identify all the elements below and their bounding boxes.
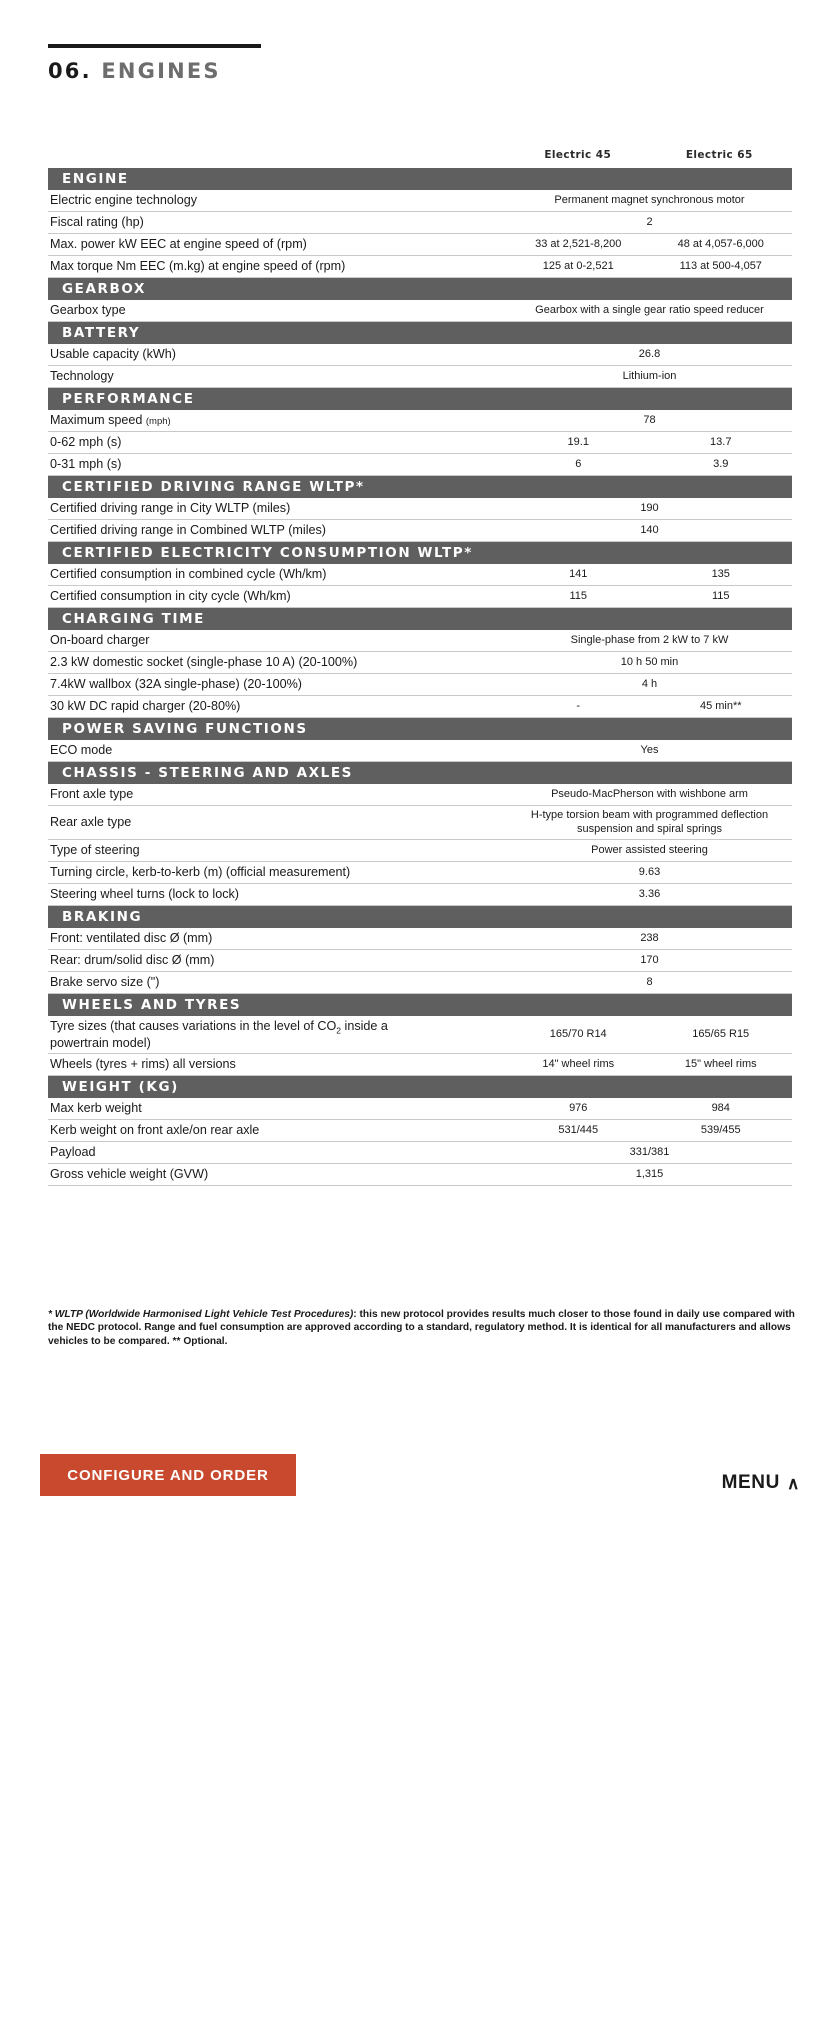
spec-row-value-both: Yes [640,743,659,756]
spec-row-label: Payload [50,1145,96,1160]
spec-row-label: Steering wheel turns (lock to lock) [50,887,239,902]
spec-row-label: Certified consumption in city cycle (Wh/km) [50,589,291,604]
spec-row-value-electric-45: 14" wheel rims [542,1058,615,1071]
spec-row-label: Gross vehicle weight (GVW) [50,1167,209,1182]
spec-row [48,740,792,762]
spec-row-value-both: Permanent magnet synchronous motor [554,193,745,206]
spec-row [48,454,792,476]
spec-row-label: 7.4kW wallbox (32A single-phase) (20-100%) [50,677,302,692]
spec-row-value-electric-65: 984 [711,1102,730,1115]
spec-row-value-both: 190 [640,501,659,514]
spec-row [48,300,792,322]
section-header-label: CERTIFIED ELECTRICITY CONSUMPTION WLTP* [62,545,473,561]
spec-row [48,1164,792,1186]
spec-row-value-both: 3.36 [638,887,661,900]
spec-row-label: 0-62 mph (s) [50,435,122,450]
spec-row [48,884,792,906]
spec-row-label: Electric engine technology [50,193,198,208]
spec-row [48,1016,792,1054]
spec-row-label: Gearbox type [50,303,126,318]
spec-row-label: Certified driving range in Combined WLTP (miles) [50,523,326,538]
spec-row-value-both: Power assisted steering [591,843,708,856]
spec-row-value-electric-65: 115 [711,589,730,602]
spec-row [48,652,792,674]
spec-row-value-electric-65: 135 [711,567,730,580]
page-title [48,59,792,83]
spec-row-value-electric-45: 165/70 R14 [549,1027,607,1040]
spec-row-value-electric-45: 6 [575,457,582,470]
spec-row-label: Certified driving range in City WLTP (miles) [50,501,291,516]
spec-row-label: Rear: drum/solid disc Ø (mm) [50,953,215,968]
section-header [48,542,792,564]
spec-row-label: Certified consumption in combined cycle (Wh/km) [50,567,327,582]
spec-row-label: Rear axle type [50,815,132,830]
footnote-rest: : this new protocol provides results much closer to those found in daily use compared with the NEDC protocol. Range and fuel consumption are approved according to a standard, regulatory method. It is identical for all manufacturers and allows vehicles to be compared. ** Optional. [48,1309,795,1347]
section-header-label: CHASSIS - STEERING AND AXLES [62,765,353,781]
spec-row-value-both: 331/381 [629,1146,670,1159]
spec-row-label: Technology [50,369,114,384]
section-header-label: WEIGHT (KG) [62,1079,179,1096]
spec-row [48,1120,792,1142]
section-header-label: CERTIFIED DRIVING RANGE WLTP* [62,479,365,495]
spec-row-value-electric-65: 539/455 [700,1124,741,1137]
spec-row-label: Wheels (tyres + rims) all versions [50,1057,236,1072]
spec-row-label: Front: ventilated disc Ø (mm) [50,931,213,946]
spec-row-value-both: 238 [640,931,659,944]
spec-row-label: Max torque Nm EEC (m.kg) at engine speed of (rpm) [50,259,346,274]
spec-row [48,564,792,586]
spec-row [48,520,792,542]
section-header-label: ENGINE [62,171,129,187]
section-header [48,168,792,190]
chevron-up-icon: ∧ [786,1473,800,1493]
spec-row [48,950,792,972]
spec-row [48,972,792,994]
spec-row [48,696,792,718]
page-title-number: 06. [48,59,92,83]
page-title-text: ENGINES [101,59,221,83]
spec-row-value-electric-45: 976 [569,1102,588,1115]
spec-row-value-electric-45: 531/445 [558,1124,599,1137]
spec-row-label: Tyre sizes (that causes variations in the level of $CO_2$ inside a powertrain model) [50,1019,388,1050]
spec-row [48,862,792,884]
spec-row-value-both: 78 [643,413,656,426]
spec-row [48,806,792,840]
spec-table [48,168,792,1186]
spec-row-label: Max. power kW EEC at engine speed of (rpm) [50,237,307,252]
spec-row-label: Kerb weight on front axle/on rear axle [50,1123,260,1138]
spec-row-label: Brake servo size (") [50,975,160,990]
spec-row-value-electric-45: 115 [569,589,588,602]
spec-row-value-both: Lithium-ion [622,369,677,382]
spec-row [48,234,792,256]
spec-row [48,1098,792,1120]
menu-label: MENU [721,1472,780,1493]
spec-row-value-electric-65: 3.9 [713,457,729,470]
title-rule [48,44,261,48]
spec-row-value-electric-65: 113 at 500-4,057 [679,259,762,272]
spec-row-value-both: 9.63 [638,865,661,878]
spec-row [48,366,792,388]
spec-row [48,630,792,652]
spec-row-label: Front axle type [50,787,134,802]
spec-row-value-electric-45: 33 at 2,521-8,200 [535,237,622,250]
spec-row-label: Turning circle, kerb-to-kerb (m) (official measurement) [50,865,351,880]
section-header [48,388,792,410]
section-header [48,994,792,1016]
spec-row [48,498,792,520]
spec-sheet-page [0,44,840,2044]
spec-row-label: 30 kW DC rapid charger (20-80%) [50,699,241,714]
spec-row [48,212,792,234]
spec-row-value-electric-45: 125 at 0-2,521 [542,259,614,272]
section-header-label: BATTERY [62,325,141,341]
spec-row-value-electric-65: 165/65 R15 [692,1027,750,1040]
section-header-label: POWER SAVING FUNCTIONS [62,721,308,737]
spec-row-label: ECO mode [50,743,113,758]
section-header-label: GEARBOX [62,281,147,297]
spec-row-label: Max kerb weight [50,1101,142,1116]
spec-row-value-both: 4 h [641,677,658,690]
section-header-label: CHARGING TIME [62,611,205,627]
configure-and-order-button[interactable]: CONFIGURE AND ORDER [40,1454,296,1496]
spec-row-label: 0-31 mph (s) [50,457,122,472]
spec-row-value-electric-45: - [576,699,581,712]
spec-row-value-both: Gearbox with a single gear ratio speed reducer [535,303,764,316]
spec-row [48,840,792,862]
spec-row-value-electric-65: 45 min** [699,699,742,712]
spec-row [48,344,792,366]
section-header [48,762,792,784]
spec-row [48,1142,792,1164]
spec-row-label: Maximum speed (mph) [50,413,171,428]
spec-row-label: Usable capacity (kWh) [50,347,176,362]
section-header-label: BRAKING [62,909,143,925]
spec-row-value-electric-65: 15" wheel rims [684,1058,757,1071]
spec-row [48,784,792,806]
section-header [48,718,792,740]
section-header [48,1076,792,1098]
spec-row [48,256,792,278]
spec-row-value-both: 26.8 [638,347,661,360]
section-header [48,906,792,928]
column-header-electric-65: Electric 65 [685,149,753,161]
spec-row [48,190,792,212]
section-header-label: PERFORMANCE [62,391,195,407]
spec-row-value-both: 10 h 50 min [620,655,679,668]
column-header-spacer [48,149,507,161]
spec-row-value-both: H-type torsion beam with programmed deflection suspension and spiral springs [530,809,769,835]
spec-row [48,586,792,608]
section-header [48,278,792,300]
footnote-emphasis: * WLTP (Worldwide Harmonised Light Vehicle Test Procedures) [48,1309,354,1320]
spec-row [48,1054,792,1076]
spec-row [48,410,792,432]
spec-row [48,432,792,454]
footnote [48,1308,800,1348]
spec-row-value-both: 2 [646,215,653,228]
section-header [48,322,792,344]
spec-row-value-both: 170 [640,953,659,966]
spec-row-value-electric-65: 13.7 [710,435,732,448]
section-header [48,476,792,498]
spec-row-value-both: 8 [646,975,653,988]
spec-row-value-electric-45: 141 [569,567,588,580]
spec-row-value-electric-65: 48 at 4,057-6,000 [677,237,764,250]
spec-row-value-both: Single-phase from 2 kW to 7 kW [570,633,729,646]
section-header [48,608,792,630]
spec-row-label: Type of steering [50,843,140,858]
spec-row-value-both: 1,315 [635,1168,664,1181]
spec-row-value-both: Pseudo-MacPherson with wishbone arm [551,787,748,800]
spec-row-value-electric-45: 19.1 [567,435,589,448]
spec-row [48,928,792,950]
spec-row-label: Fiscal rating (hp) [50,215,144,230]
column-headers [48,149,792,161]
section-header-label: WHEELS AND TYRES [62,997,242,1013]
spec-row-label: On-board charger [50,633,150,648]
spec-row-label: 2.3 kW domestic socket (single-phase 10 A) (20-100%) [50,655,358,670]
menu-toggle[interactable] [722,1472,800,1494]
spec-row [48,674,792,696]
column-header-electric-45: Electric 45 [544,149,612,161]
spec-row-value-both: 140 [640,523,659,536]
